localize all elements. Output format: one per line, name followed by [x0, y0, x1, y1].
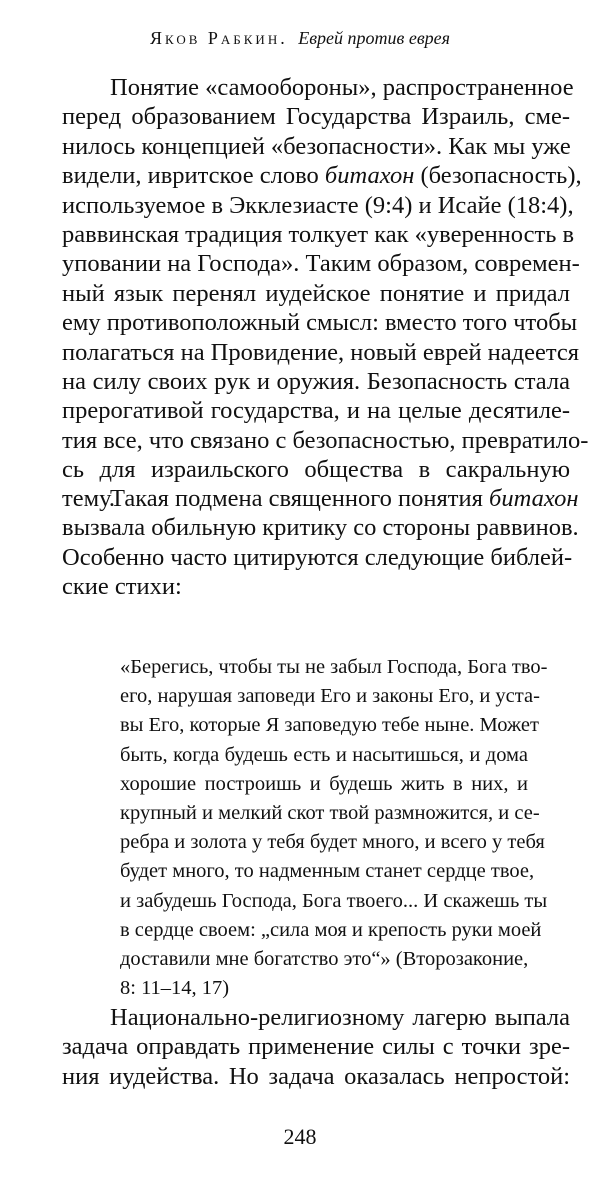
text-segment: Такая подмена священного понятия: [110, 485, 490, 512]
text-line: ребра и золота у тебя будет много, и всего у тебя: [120, 831, 545, 854]
text-line: ему противоположный смысл: вместо того чтобы: [62, 309, 578, 337]
text-line: нилось концепцией «безопасности». Как мы уже: [62, 132, 571, 160]
text-segment: (безопасность),: [414, 162, 582, 190]
text-line: «Берегись, чтобы ты не забыл Господа, Бога тво-: [120, 656, 548, 678]
text-line: крупный и мелкий скот твой размножится, и се-: [120, 801, 540, 824]
text-line: тия все, что связано с безопасностью, превратило-: [62, 426, 589, 454]
text-line: [62, 161, 582, 190]
text-line: вы Его, которые Я заповедую тебе ныне. Может: [120, 714, 539, 737]
text-line: ния иудейства. Но задача оказалась непростой:: [62, 1062, 570, 1090]
text-line: Национально-религиозному лагерю выпала: [110, 1004, 570, 1031]
header-book-title: Еврей против еврея: [298, 28, 450, 48]
running-header: [0, 26, 600, 50]
text-line: будет много, то надменным станет сердце твое,: [120, 860, 535, 883]
paragraph-3: [62, 1003, 570, 1091]
text-line: Особенно часто цитируются следующие библей-: [62, 543, 573, 571]
text-line: задача оправдать применение силы с точки зре-: [62, 1033, 570, 1061]
italic-term: битахон: [489, 485, 579, 512]
text-line: в сердце своем: „сила моя и крепость руки моей: [120, 918, 542, 941]
text-line: 8: 11–14, 17): [120, 977, 230, 1000]
text-line: сь для израильского общества в сакральную: [62, 456, 570, 484]
paragraph-1: [62, 73, 589, 514]
text-line: его, нарушая заповеди Его и законы Его, и уста-: [120, 685, 540, 708]
text-line: [62, 484, 579, 513]
text-line: вызвала обильную критику со стороны раввинов.: [62, 514, 579, 542]
page-number: 248: [283, 1124, 317, 1149]
text-line: перед образованием Государства Израиль, сме-: [62, 103, 570, 131]
text-line: Понятие «самообороны», распространенное: [110, 74, 574, 101]
text-line: быть, когда будешь есть и насытишься, и дома: [120, 743, 528, 766]
paragraph-2: [62, 484, 579, 602]
text-line: на силу своих рук и оружия. Безопасность стала: [62, 367, 570, 395]
text-line: доставили мне богатство это“» (Второзаконие,: [120, 947, 529, 970]
header-author: Яков Рабкин.: [149, 28, 288, 48]
text-line: уповании на Господа». Таким образом, современ-: [62, 250, 580, 278]
text-line: раввинская традиция толкует как «уверенность в: [62, 220, 575, 248]
text-line: и забудешь Господа, Бога твоего... И скажешь ты: [120, 889, 548, 912]
text-line: ские стихи:: [62, 573, 182, 601]
text-line: ный язык перенял иудейское понятие и придал: [62, 279, 570, 307]
text-line: хорошие построишь и будешь жить в них, и: [120, 772, 528, 795]
text-segment: видели, ивритское слово: [62, 162, 325, 190]
text-line: тему.: [62, 485, 116, 513]
bible-quote: [120, 653, 548, 1003]
text-line: прерогативой государства, и на целые десятиле-: [62, 397, 570, 425]
italic-term: битахон: [324, 162, 415, 190]
text-line: используемое в Экклезиасте (9:4) и Исайе (18:4),: [62, 191, 574, 219]
text-line: полагаться на Провидение, новый еврей надеется: [62, 338, 580, 366]
